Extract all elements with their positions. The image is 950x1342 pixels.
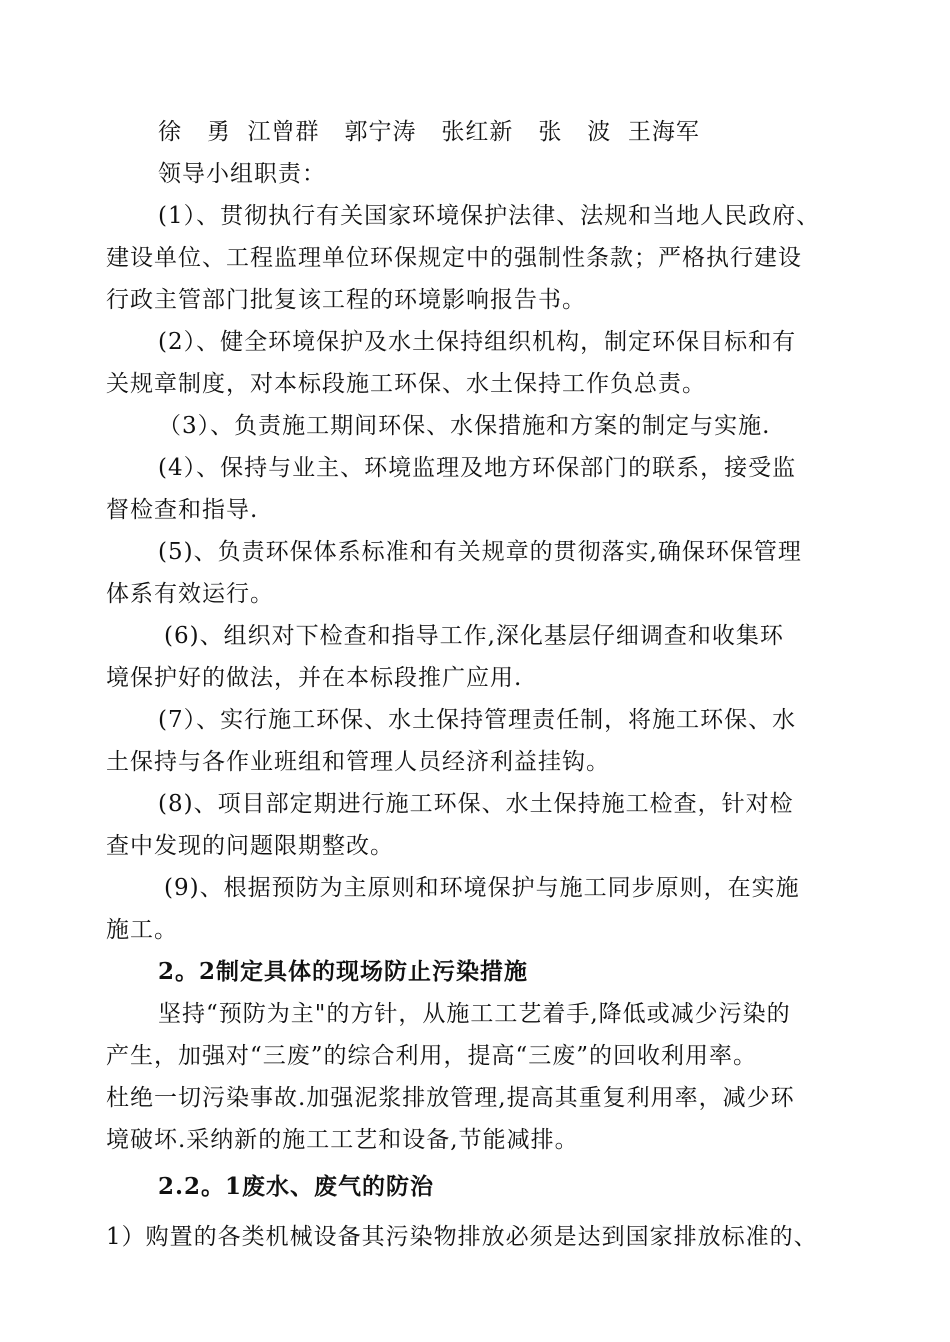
- paragraph-line: 查中发现的问题限期整改。: [106, 833, 394, 859]
- paragraph-line: （3）、负责施工期间环保、水保措施和方案的制定与实施.: [158, 413, 771, 439]
- paragraph-line: (5)、负责环保体系标准和有关规章的贯彻落实,确保环保管理: [158, 539, 802, 565]
- paragraph-line: 坚持“预防为主"的方针，从施工工艺着手,降低或减少污染的: [158, 1001, 791, 1027]
- paragraph-line: 土保持与各作业班组和管理人员经济利益挂钩。: [106, 749, 610, 775]
- paragraph-line: 境保护好的做法，并在本标段推广应用.: [106, 665, 523, 691]
- paragraph-line: 建设单位、工程监理单位环保规定中的强制性条款；严格执行建设: [106, 245, 802, 271]
- paragraph-line: (4）、保持与业主、环境监理及地方环保部门的联系，接受监: [158, 455, 797, 481]
- responsibilities-heading: 领导小组职责：: [158, 161, 326, 187]
- paragraph-line: 1）购置的各类机械设备其污染物排放必须是达到国家排放标准的、: [106, 1224, 818, 1250]
- paragraph-line: (2）、健全环境保护及水土保持组织机构，制定环保目标和有: [158, 329, 797, 355]
- paragraph-line: 体系有效运行。: [106, 581, 274, 607]
- paragraph-line: 关规章制度，对本标段施工环保、水土保持工作负总责。: [106, 371, 706, 397]
- section-heading-2-2: 2。2制定具体的现场防止污染措施: [158, 958, 529, 985]
- section-heading-2-2-1: 2.2。1废水、废气的防治: [158, 1173, 435, 1200]
- paragraph-line: 产生，加强对“三废”的综合利用，提高“三废”的回收利用率。: [106, 1043, 758, 1069]
- paragraph-line: (8)、项目部定期进行施工环保、水土保持施工检查，针对检: [158, 791, 794, 817]
- paragraph-line: (1）、贯彻执行有关国家环境保护法律、法规和当地人民政府、: [158, 203, 821, 229]
- paragraph-line: 督检查和指导.: [106, 497, 259, 523]
- paragraph-line: 杜绝一切污染事故.加强泥浆排放管理,提高其重复利用率，减少环: [106, 1085, 795, 1111]
- paragraph-line: (9)、根据预防为主原则和环境保护与施工同步原则，在实施: [164, 875, 800, 901]
- paragraph-line: 施工。: [106, 917, 178, 943]
- paragraph-line: (6)、组织对下检查和指导工作,深化基层仔细调查和收集环: [164, 623, 784, 649]
- member-names: 徐 勇 江曾群 郭宁涛 张红新 张 波 王海军: [158, 119, 700, 145]
- paragraph-line: 行政主管部门批复该工程的环境影响报告书。: [106, 287, 586, 313]
- paragraph-line: 境破坏.采纳新的施工工艺和设备,节能减排。: [106, 1127, 579, 1153]
- paragraph-line: (7）、实行施工环保、水土保持管理责任制，将施工环保、水: [158, 707, 797, 733]
